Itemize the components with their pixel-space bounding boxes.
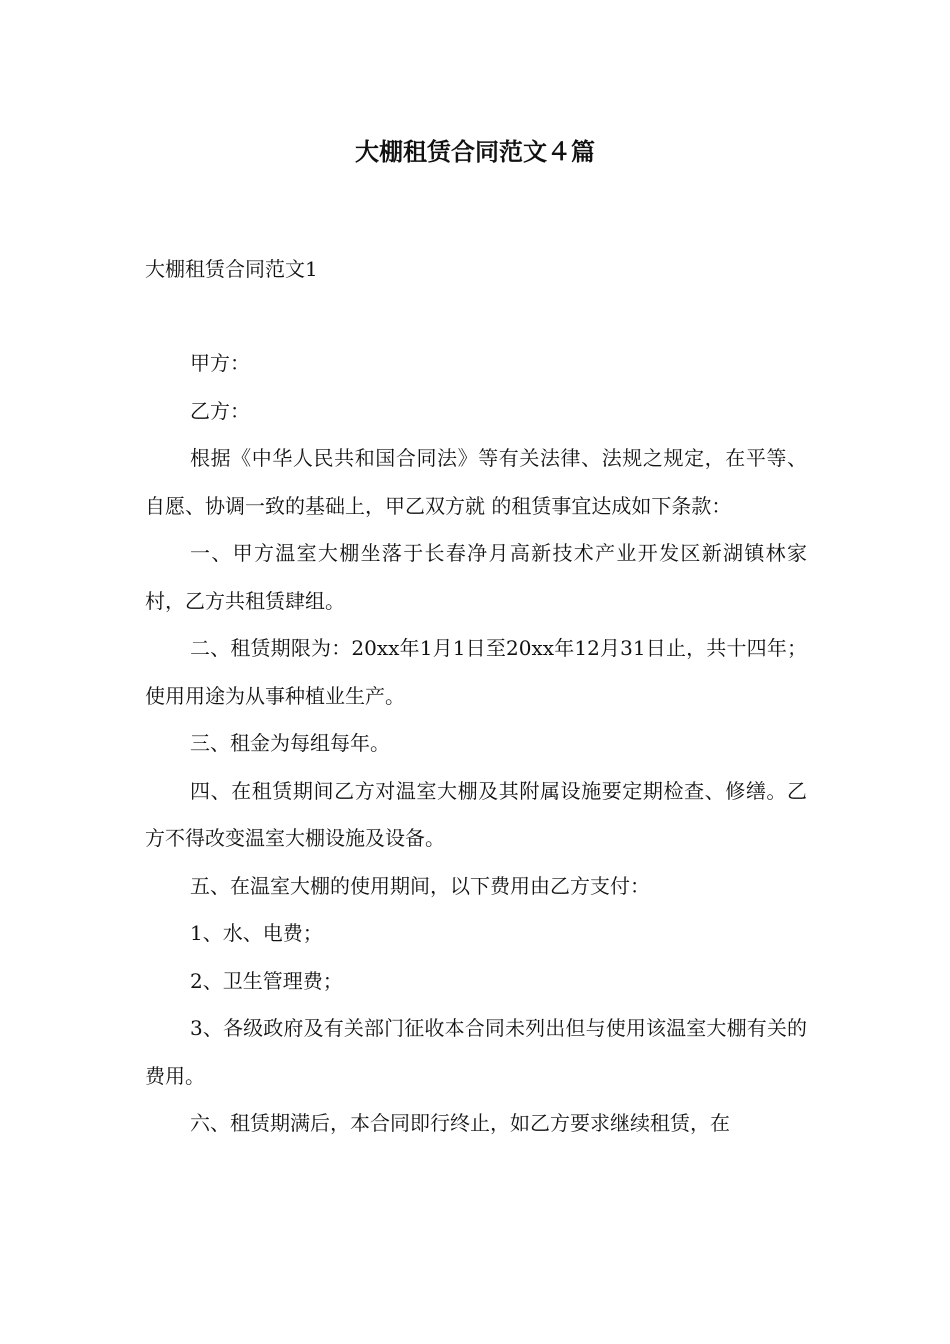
preamble-paragraph: 根据《中华人民共和国合同法》等有关法律、法规之规定，在平等、自愿、协调一致的基础上，甲乙双方就 的租赁事宜达成如下条款： — [145, 446, 807, 518]
clause-5-item-2: 2、卫生管理费； — [190, 968, 343, 993]
document-title: 大棚租赁合同范文４篇 — [355, 138, 595, 166]
clause-3: 三、租金为每组每年。 — [190, 731, 390, 755]
clause-4: 四、在租赁期间乙方对温室大棚及其附属设施要定期检查、修缮。乙方不得改变温室大棚设施及设备。 — [145, 778, 807, 850]
clause-5-item-3: 3、各级政府及有关部门征收本合同未列出但与使用该温室大棚有关的费用。 — [145, 1016, 807, 1088]
clause-2: 二、租赁期限为：20xx年1月1日至20xx年12月31日止，共十四年；使用用途为从事种植业生产。 — [145, 636, 807, 708]
clause-5: 五、在温室大棚的使用期间，以下费用由乙方支付： — [190, 873, 650, 898]
section-heading: 大棚租赁合同范文1 — [145, 257, 318, 281]
clause-1: 一、甲方温室大棚坐落于长春净月高新技术产业开发区新湖镇林家村，乙方共租赁肆组。 — [145, 541, 807, 613]
clause-6: 六、租赁期满后，本合同即行终止，如乙方要求继续租赁，在 — [190, 1111, 730, 1135]
party-a-line: 甲方： — [190, 351, 250, 375]
party-b-line: 乙方： — [190, 398, 250, 423]
contract-body — [145, 340, 807, 1148]
clause-5-item-1: 1、水、电费； — [190, 921, 323, 945]
